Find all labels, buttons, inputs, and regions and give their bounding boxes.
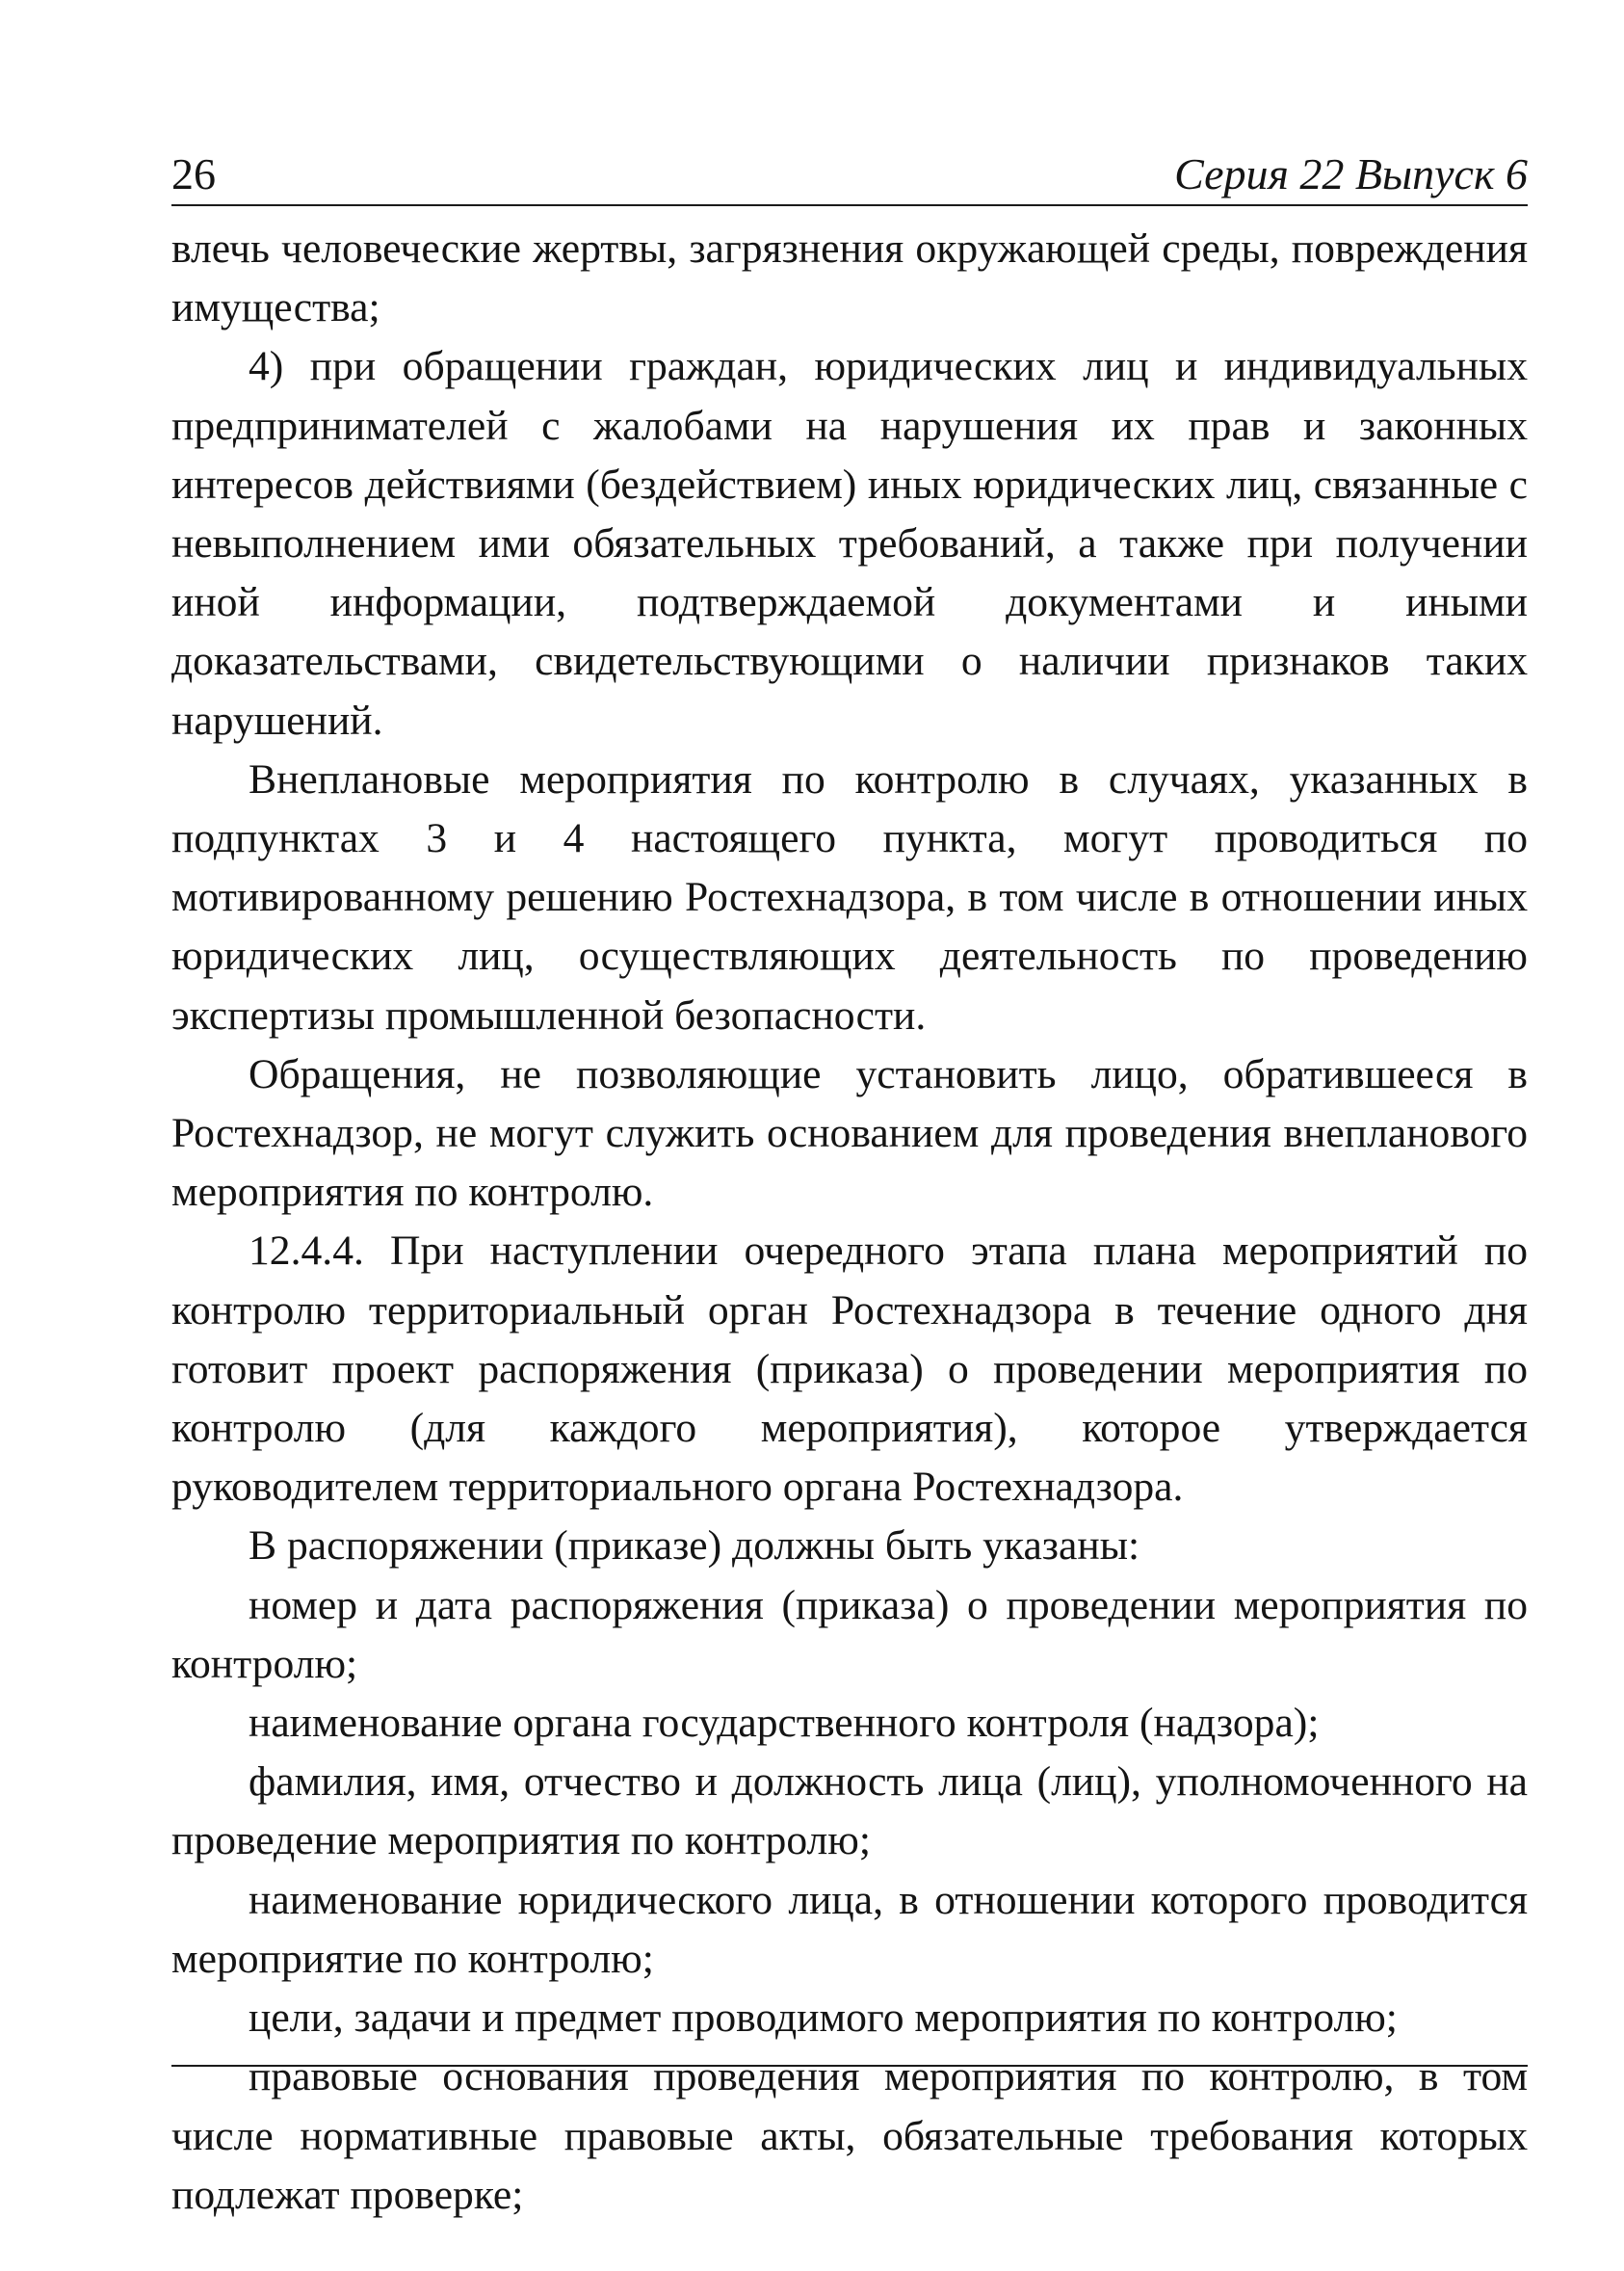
series-title: Серия 22 Выпуск 6 [1174,149,1528,198]
page-number: 26 [171,149,216,198]
paragraph: наименование юридического лица, в отношении которого проводится мероприятие по контролю; [171,1876,1528,1982]
paragraph: В распоряжении (приказе) должны быть указаны: [249,1522,1140,1570]
running-header [171,145,1528,206]
paragraph: Внеплановые мероприятия по контролю в случаях, указанных в подпунктах 3 и 4 настоящего пункта, могут проводиться по мотивированному решению Ростехнадзора, в том числе в отношении иных юридических лиц, осуществляющих деятельность по проведению экспертизы промышленной безопасности. [171,755,1528,1039]
document-page [171,145,1528,2225]
paragraph: правовые основания проведения мероприятия по контролю, в том числе нормативные правовые акты, обязательные требования которых подлежат проверке; [171,2053,1528,2218]
paragraph: 4) при обращении граждан, юридических лиц и индивидуальных предпринимателей с жалобами на нарушения их прав и законных интересов действиями (бездействием) иных юридических лиц, связанные с невыполнением ими обязательных требований, а также при получении иной информации, подтверждаемой документами и иными доказательствами, свидетельствующими о наличии признаков таких нарушений. [171,343,1528,744]
paragraph: номер и дата распоряжения (приказа) о проведении мероприятия по контролю; [171,1581,1528,1687]
paragraph: цели, задачи и предмет проводимого мероприятия по контролю; [249,1994,1398,2042]
paragraph: наименование органа государственного контроля (надзора); [249,1700,1320,1747]
paragraph: влечь человеческие жертвы, загрязнения окружающей среды, повреждения имущества; [171,225,1528,331]
paragraph: 12.4.4. При наступлении очередного этапа плана мероприятий по контролю территориальный орган Ростехнадзора в течение одного дня готовит проект распоряжения (приказа) о проведении мероприятия по контролю (для каждого мероприятия), которое утверждается руководителем территориального органа Ростехнадзора. [171,1228,1528,1511]
paragraph: фамилия, имя, отчество и должность лица (лиц), уполномоченного на проведение мероприятия по контролю; [171,1758,1528,1864]
paragraph: Обращения, не позволяющие установить лицо, обратившееся в Ростехнадзор, не могут служить основанием для проведения внепланового мероприятия по контролю. [171,1050,1528,1216]
document-body [171,206,1528,2225]
footer-rule [171,2065,1528,2067]
